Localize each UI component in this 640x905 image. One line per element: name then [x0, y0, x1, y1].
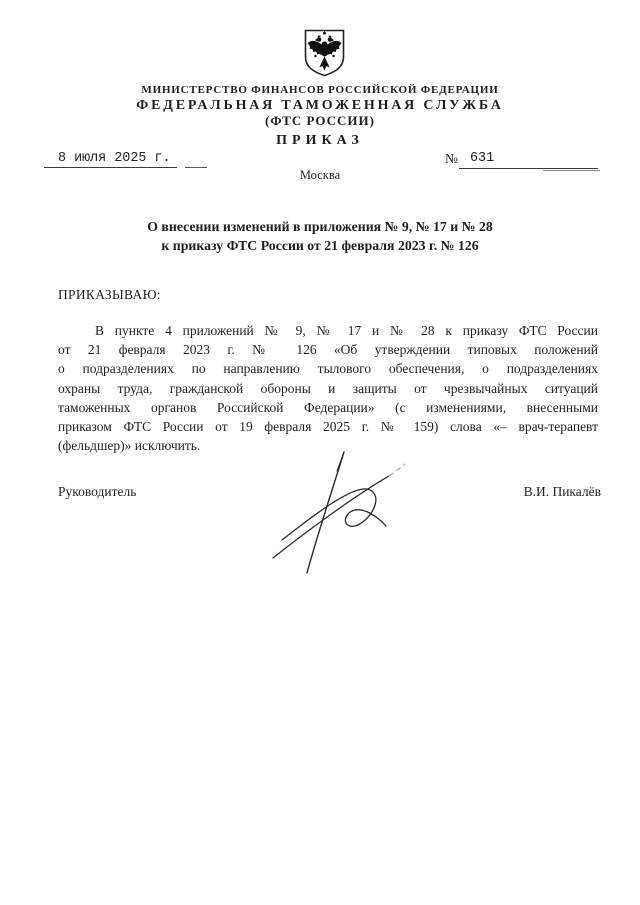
- agency-name: ФЕДЕРАЛЬНАЯ ТАМОЖЕННАЯ СЛУЖБА: [136, 98, 504, 113]
- ministry-name: МИНИСТЕРСТВО ФИНАНСОВ РОССИЙСКОЙ ФЕДЕРАЦИИ: [141, 84, 499, 96]
- order-date: 8 июля 2025 г.: [58, 151, 171, 166]
- order-body-paragraph: [58, 321, 598, 455]
- city-name: Москва: [299, 168, 341, 182]
- signer-name: В.И. Пикалёв: [523, 484, 601, 499]
- coat-of-arms-icon: [302, 29, 347, 77]
- number-sign-label: №: [445, 151, 458, 166]
- paragraph-line: приказом ФТС России от 19 февраля 2025 г. № 159) слова «– врач-терапевт: [58, 419, 598, 435]
- order-title-line-2: к приказу ФТС России от 21 февраля 2023 г. № 126: [161, 237, 479, 253]
- order-command-word: ПРИКАЗЫВАЮ:: [58, 287, 161, 302]
- document-type-heading: ПРИКАЗ: [276, 133, 364, 148]
- signer-role: Руководитель: [58, 484, 137, 499]
- order-title: [0, 218, 640, 255]
- paragraph-line: охраны труда, гражданской обороны и защиты от чрезвычайных ситуаций: [58, 380, 598, 396]
- paragraph-line: о подразделениях по направлению тылового обеспечения, о подразделениях: [58, 361, 598, 377]
- paragraph-line: от 21 февраля 2023 г. № 126 «Об утверждении типовых положений: [58, 342, 598, 358]
- signature-icon: [265, 440, 410, 580]
- order-number: 631: [470, 151, 495, 166]
- order-title-line-1: О внесении изменений в приложения № 9, № 17 и № 28: [147, 219, 493, 234]
- paragraph-line: (фельдшер)» исключить.: [58, 438, 201, 454]
- agency-short-name: (ФТС РОССИИ): [265, 113, 375, 128]
- paragraph-line: таможенных органов Российской Федерации» (с изменениями, внесенными: [58, 399, 598, 415]
- paragraph-line: В пункте 4 приложений № 9, № 17 и № 28 к приказу ФТС России: [95, 323, 598, 338]
